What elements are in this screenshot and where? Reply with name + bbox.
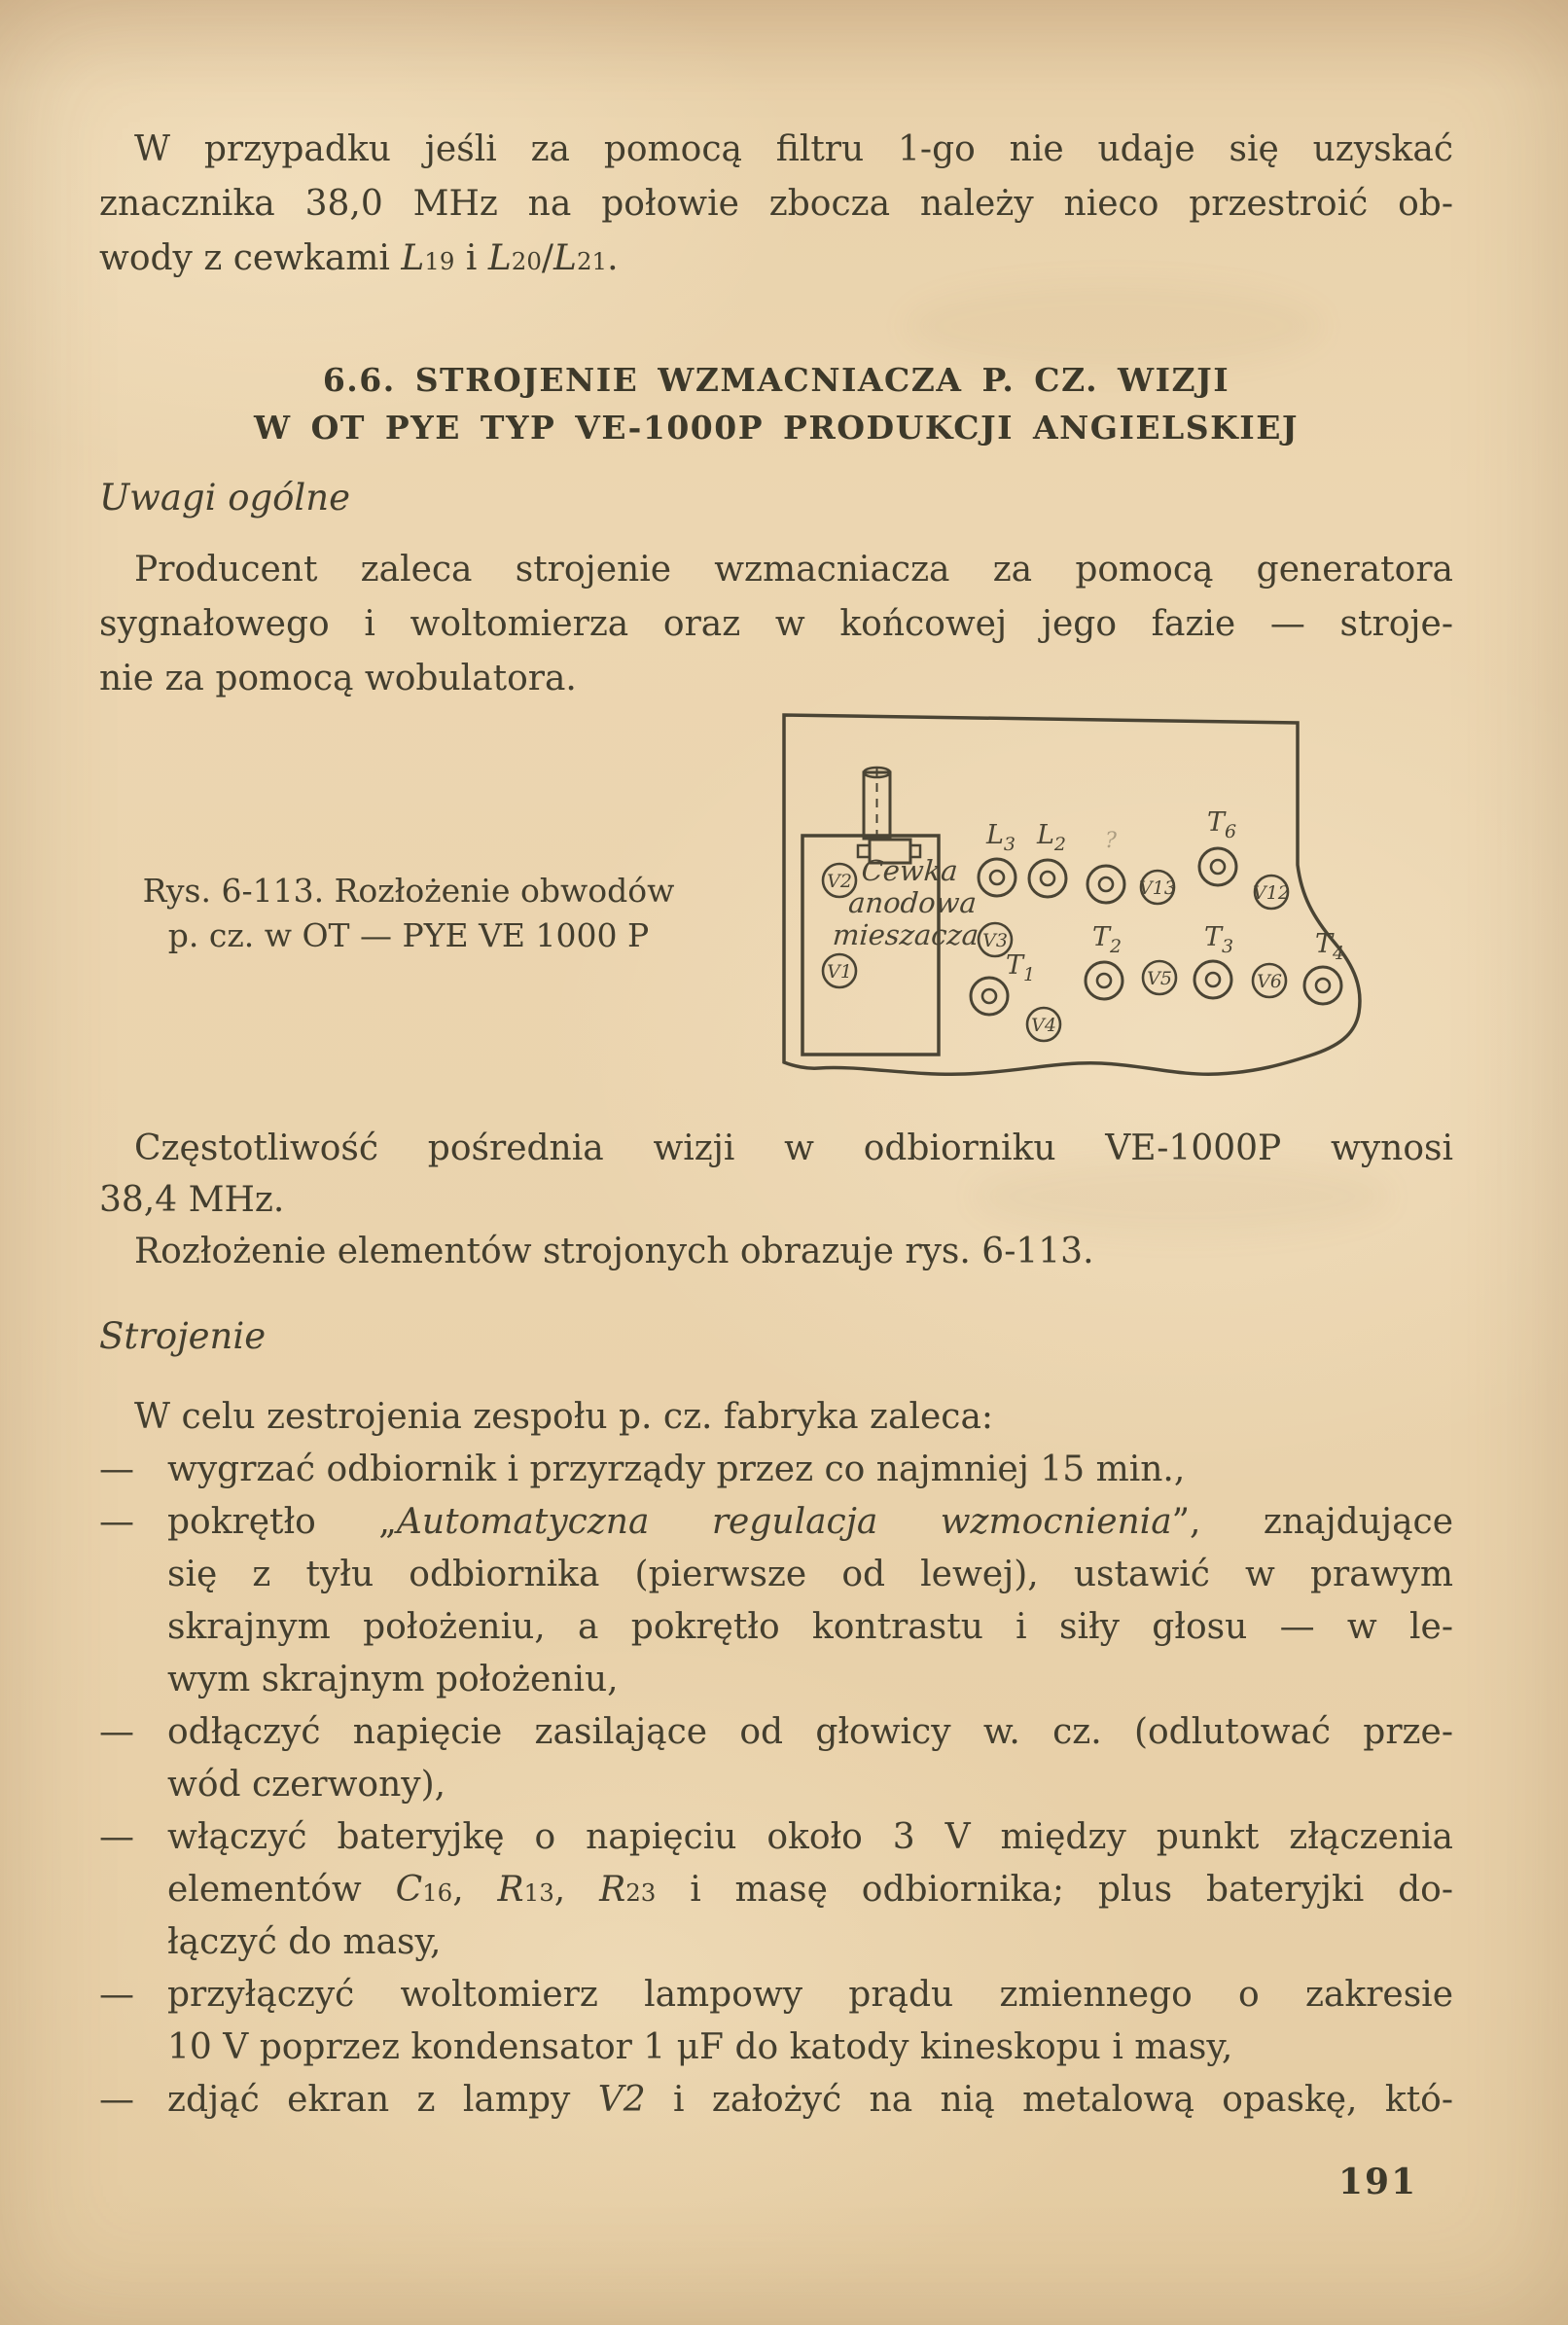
text-line: łączyć do masy, — [167, 1922, 442, 1962]
mixer-box-label: anodowa — [847, 886, 979, 919]
paragraph-producent — [99, 543, 1453, 706]
valve-badge-label: V2 — [827, 871, 852, 892]
tuning-core-label: $L_2$ — [1036, 820, 1067, 855]
valve-badge-label: V12 — [1253, 882, 1290, 904]
valve-badge-label: V5 — [1147, 968, 1172, 989]
tuning-core-outer — [1087, 866, 1124, 903]
section-heading — [99, 356, 1453, 451]
tuning-core-inner — [990, 871, 1004, 884]
text-line: włączyć bateryjkę o napięciu około 3 V między punkt złączenia — [167, 1817, 1453, 1857]
text-line: wód czerwony), — [167, 1765, 446, 1805]
text-line: Rozłożenie elementów strojonych obrazuje rys. 6-113. — [134, 1232, 1094, 1271]
mixer-box-label: Cewka — [860, 854, 959, 887]
text-line: przyłączyć woltomierz lampowy prądu zmiennego o zakresie — [167, 1975, 1453, 2015]
valve-badge-label: V13 — [1139, 877, 1176, 899]
paragraph-rozlozenie — [99, 1226, 1453, 1277]
tuning-core-outer — [1086, 962, 1123, 999]
mixer-box-label: mieszacza — [831, 918, 980, 951]
bullet-dash: — — [99, 1449, 134, 1489]
bullet-item — [99, 2074, 1453, 2127]
text-line: się z tyłu odbiornika (pierwsze od lewej), ustawić w prawym — [167, 1555, 1453, 1594]
tuning-core-outer — [1199, 848, 1236, 885]
paragraph-intro — [99, 123, 1453, 286]
text-line: nie za pomocą wobulatora. — [99, 659, 577, 698]
figure-caption-line1: Rys. 6-113. Rozłożenie obwodów — [142, 872, 675, 910]
bullet-dash: — — [99, 1502, 134, 1542]
tuning-core-outer — [1304, 967, 1341, 1004]
paragraph-w-celu — [99, 1391, 1453, 1444]
text-line: W celu zestrojenia zespołu p. cz. fabryka zaleca: — [134, 1397, 994, 1437]
subheading-strojenie: Strojenie — [99, 1315, 267, 1357]
tuning-core-label: $T_3$ — [1203, 922, 1234, 957]
tuning-core-inner — [1097, 974, 1111, 987]
valve-badge-label: V6 — [1257, 971, 1282, 992]
text-line: zdjąć ekran z lampy V2 i założyć na nią metalową opaskę, któ- — [167, 2080, 1453, 2120]
tuning-core-inner — [1099, 877, 1113, 891]
text-line: wygrzać odbiornik i przyrządy przez co najmniej 15 min., — [167, 1449, 1186, 1489]
section-heading-line2: W OT PYE TYP VE-1000P PRODUKCJI ANGIELSKIEJ — [254, 409, 1299, 447]
bullet-dash: — — [99, 1817, 134, 1857]
text-line: odłączyć napięcie zasilające od głowicy w. cz. (odlutować prze- — [167, 1712, 1453, 1752]
text-line: 10 V poprzez kondensator 1 μF do katody kineskopu i masy, — [167, 2027, 1233, 2067]
figure-caption — [136, 869, 681, 958]
valve-badge-label: V3 — [982, 930, 1008, 951]
tuning-core-label: $T_6$ — [1206, 807, 1237, 842]
section-heading-line1: 6.6. STROJENIE WZMACNIACZA P. CZ. WIZJI — [322, 361, 1230, 399]
text-line: sygnałowego i woltomierza oraz w końcowej jego fazie — stroje- — [99, 604, 1453, 644]
bullet-item — [99, 1969, 1453, 2074]
text-line: skrajnym położeniu, a pokrętło kontrastu i siły głosu — w le- — [167, 1607, 1453, 1647]
tuning-core-label: $L_3$ — [985, 820, 1016, 855]
tuning-core-inner — [982, 989, 996, 1003]
text-line: wym skrajnym położeniu, — [167, 1660, 619, 1699]
text-line: elementów $C_{16}$, $R_{13}$, $R_{23}$ i masę odbiornika; plus bateryjki do- — [167, 1870, 1453, 1910]
bullet-item — [99, 1811, 1453, 1969]
valve-badge-label: V1 — [827, 961, 852, 983]
tuning-core-inner — [1041, 872, 1054, 885]
tuning-core-inner — [1316, 979, 1330, 992]
tuning-core-label: $T_4$ — [1314, 929, 1345, 964]
figure-chassis-diagram — [765, 694, 1387, 1088]
tuning-core-label: $T_2$ — [1091, 922, 1123, 957]
tuning-core-label-faint: ? — [1105, 829, 1117, 853]
text-line: znacznika 38,0 MHz na połowie zbocza należy nieco przestroić ob- — [99, 184, 1453, 224]
tuning-core-outer — [1029, 860, 1066, 897]
bullet-dash: — — [99, 1975, 134, 2015]
bullet-list — [99, 1444, 1453, 2127]
text-line: wody z cewkami $L_{19}$ i $L_{20}/L_{21}$. — [99, 238, 619, 278]
figure-caption-line2: p. cz. w OT — PYE VE 1000 P — [167, 916, 650, 954]
bullet-item — [99, 1706, 1453, 1811]
text-line: W przypadku jeśli za pomocą filtru 1-go nie udaje się uzyskać — [134, 129, 1453, 169]
text-line: pokrętło „Automatyczna regulacja wzmocnienia”, znajdujące — [167, 1502, 1454, 1542]
bullet-item — [99, 1444, 1453, 1496]
page-number: 191 — [1338, 2162, 1418, 2202]
tuning-core-label: $T_1$ — [1005, 950, 1036, 985]
bullet-dash: — — [99, 2080, 134, 2120]
bullet-dash: — — [99, 1712, 134, 1752]
text-line: Producent zaleca strojenie wzmacniacza za pomocą generatora — [134, 550, 1453, 590]
tuning-core-outer — [1194, 961, 1231, 998]
valve-badge-label: V4 — [1031, 1015, 1056, 1036]
text-line: 38,4 MHz. — [99, 1180, 285, 1220]
tuning-core-outer — [971, 978, 1008, 1015]
text-line: Częstotliwość pośrednia wizji w odbiorniku VE-1000P wynosi — [134, 1128, 1453, 1168]
bullet-item — [99, 1496, 1453, 1706]
tuning-core-inner — [1206, 973, 1220, 986]
tuning-core-outer — [979, 859, 1016, 896]
subheading-uwagi-ogolne: Uwagi ogólne — [99, 477, 350, 519]
tuning-core-inner — [1211, 860, 1225, 874]
paragraph-czestotliwosc — [99, 1123, 1453, 1226]
